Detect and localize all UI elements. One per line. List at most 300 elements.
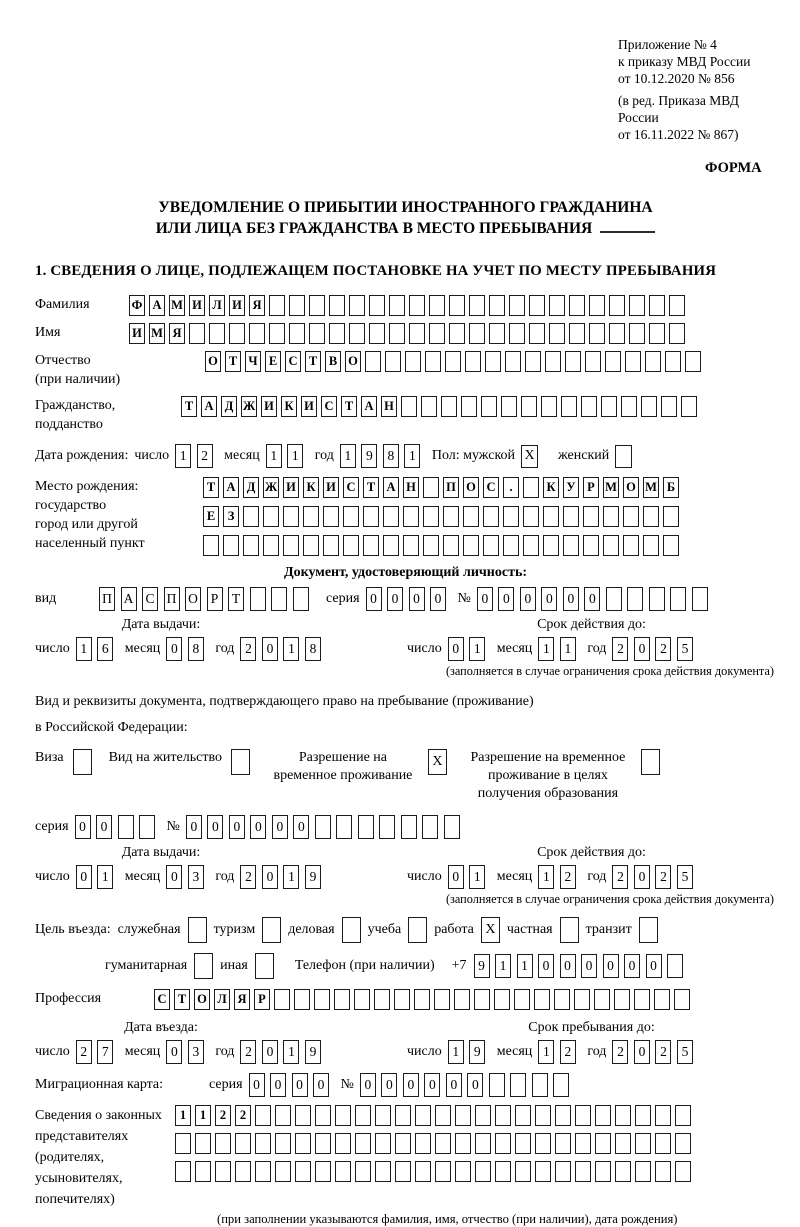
- cell[interactable]: А: [149, 295, 165, 316]
- cell[interactable]: О: [623, 477, 639, 498]
- cell[interactable]: [434, 989, 450, 1010]
- cell[interactable]: [422, 815, 438, 839]
- cell[interactable]: Т: [181, 396, 197, 417]
- cell[interactable]: 0: [262, 1040, 278, 1064]
- cell[interactable]: 2: [612, 637, 628, 661]
- cell[interactable]: [423, 535, 439, 556]
- cell[interactable]: 0: [498, 587, 514, 611]
- cell[interactable]: [635, 1105, 651, 1126]
- cell[interactable]: [295, 1133, 311, 1154]
- cell[interactable]: У: [563, 477, 579, 498]
- cell[interactable]: 1: [560, 637, 576, 661]
- cell[interactable]: [269, 295, 285, 316]
- cell[interactable]: [215, 1133, 231, 1154]
- cell[interactable]: [574, 989, 590, 1010]
- cell[interactable]: 0: [541, 587, 557, 611]
- cell[interactable]: [601, 396, 617, 417]
- cell[interactable]: Я: [249, 295, 265, 316]
- cell[interactable]: [335, 1161, 351, 1182]
- cell[interactable]: [669, 295, 685, 316]
- cell[interactable]: [369, 323, 385, 344]
- cell[interactable]: [532, 1073, 548, 1097]
- cell[interactable]: [139, 815, 155, 839]
- cell[interactable]: С: [142, 587, 158, 611]
- given-name-cells[interactable]: [129, 323, 689, 344]
- cell[interactable]: 0: [448, 865, 464, 889]
- phone-cells[interactable]: [474, 954, 689, 978]
- cell[interactable]: [385, 351, 401, 372]
- doc-expiry-year-cells[interactable]: [612, 637, 698, 661]
- cell[interactable]: [395, 1133, 411, 1154]
- cell[interactable]: 2: [560, 1040, 576, 1064]
- cell[interactable]: [483, 535, 499, 556]
- cell[interactable]: [263, 506, 279, 527]
- cell[interactable]: [425, 351, 441, 372]
- cell[interactable]: Т: [305, 351, 321, 372]
- cell[interactable]: [374, 989, 390, 1010]
- cell[interactable]: 0: [249, 1073, 265, 1097]
- profession-cells[interactable]: [154, 989, 694, 1010]
- doc-expiry-month-cells[interactable]: [538, 637, 581, 661]
- cell[interactable]: [369, 295, 385, 316]
- cell[interactable]: И: [189, 295, 205, 316]
- cell[interactable]: [323, 535, 339, 556]
- migration-series-cells[interactable]: [249, 1073, 335, 1097]
- cell[interactable]: 2: [240, 865, 256, 889]
- cell[interactable]: [515, 1161, 531, 1182]
- cell[interactable]: [336, 815, 352, 839]
- cell[interactable]: 0: [313, 1073, 329, 1097]
- cell[interactable]: 0: [538, 954, 554, 978]
- temp-permit-checkbox[interactable]: X: [428, 749, 447, 775]
- cell[interactable]: [255, 1161, 271, 1182]
- cell[interactable]: [415, 1133, 431, 1154]
- cell[interactable]: О: [185, 587, 201, 611]
- doc-expiry-day-cells[interactable]: [448, 637, 491, 661]
- cell[interactable]: 0: [207, 815, 223, 839]
- cell[interactable]: Д: [221, 396, 237, 417]
- cell[interactable]: [293, 587, 309, 611]
- cell[interactable]: [510, 1073, 526, 1097]
- cell[interactable]: [189, 323, 205, 344]
- cell[interactable]: О: [463, 477, 479, 498]
- birth-place-cells-3[interactable]: [203, 535, 683, 556]
- cell[interactable]: [403, 506, 419, 527]
- cell[interactable]: [449, 295, 465, 316]
- cell[interactable]: [461, 396, 477, 417]
- cell[interactable]: 0: [560, 954, 576, 978]
- cell[interactable]: [414, 989, 430, 1010]
- cell[interactable]: [455, 1133, 471, 1154]
- cell[interactable]: 0: [603, 954, 619, 978]
- cell[interactable]: [589, 295, 605, 316]
- cell[interactable]: [575, 1161, 591, 1182]
- cell[interactable]: [583, 506, 599, 527]
- cell[interactable]: Т: [341, 396, 357, 417]
- cell[interactable]: [335, 1133, 351, 1154]
- cell[interactable]: [554, 989, 570, 1010]
- birth-place-cells-2[interactable]: [203, 506, 683, 527]
- cell[interactable]: П: [99, 587, 115, 611]
- cell[interactable]: [670, 587, 686, 611]
- cell[interactable]: 2: [76, 1040, 92, 1064]
- cell[interactable]: [563, 535, 579, 556]
- cell[interactable]: [595, 1105, 611, 1126]
- cell[interactable]: 1: [266, 444, 282, 468]
- cell[interactable]: Е: [265, 351, 281, 372]
- cell[interactable]: [303, 506, 319, 527]
- cell[interactable]: П: [164, 587, 180, 611]
- cell[interactable]: 0: [272, 815, 288, 839]
- cell[interactable]: [395, 1105, 411, 1126]
- cell[interactable]: [605, 351, 621, 372]
- cell[interactable]: 2: [240, 637, 256, 661]
- cell[interactable]: [409, 323, 425, 344]
- cell[interactable]: [509, 295, 525, 316]
- cell[interactable]: Н: [403, 477, 419, 498]
- cell[interactable]: 5: [677, 865, 693, 889]
- stay-year-cells[interactable]: [612, 1040, 698, 1064]
- cell[interactable]: [585, 351, 601, 372]
- cell[interactable]: [529, 295, 545, 316]
- cell[interactable]: [423, 506, 439, 527]
- cell[interactable]: 1: [175, 444, 191, 468]
- cell[interactable]: [289, 295, 305, 316]
- cell[interactable]: [255, 1133, 271, 1154]
- cell[interactable]: Т: [363, 477, 379, 498]
- residence-issue-month-cells[interactable]: [166, 865, 209, 889]
- cell[interactable]: 0: [166, 865, 182, 889]
- cell[interactable]: 1: [97, 865, 113, 889]
- cell[interactable]: 9: [305, 865, 321, 889]
- cell[interactable]: [383, 506, 399, 527]
- cell[interactable]: [349, 295, 365, 316]
- cell[interactable]: Л: [209, 295, 225, 316]
- cell[interactable]: [379, 815, 395, 839]
- sex-male-checkbox[interactable]: X: [521, 445, 538, 468]
- cell[interactable]: [635, 1161, 651, 1182]
- cell[interactable]: [549, 323, 565, 344]
- cell[interactable]: [589, 323, 605, 344]
- cell[interactable]: 1: [287, 444, 303, 468]
- cell[interactable]: 0: [634, 1040, 650, 1064]
- cell[interactable]: Т: [203, 477, 219, 498]
- cell[interactable]: И: [229, 295, 245, 316]
- cell[interactable]: 5: [677, 637, 693, 661]
- visa-checkbox[interactable]: [73, 749, 92, 775]
- residence-expiry-day-cells[interactable]: [448, 865, 491, 889]
- cell[interactable]: 9: [305, 1040, 321, 1064]
- cell[interactable]: [421, 396, 437, 417]
- cell[interactable]: Ф: [129, 295, 145, 316]
- cell[interactable]: С: [285, 351, 301, 372]
- cell[interactable]: 1: [538, 865, 554, 889]
- cell[interactable]: [329, 323, 345, 344]
- cell[interactable]: [569, 295, 585, 316]
- cell[interactable]: 2: [655, 865, 671, 889]
- cell[interactable]: [474, 989, 490, 1010]
- cell[interactable]: М: [149, 323, 165, 344]
- cell[interactable]: Е: [203, 506, 219, 527]
- cell[interactable]: И: [323, 477, 339, 498]
- cell[interactable]: [615, 1105, 631, 1126]
- cell[interactable]: [515, 1133, 531, 1154]
- cell[interactable]: 9: [469, 1040, 485, 1064]
- guardians-cells-1[interactable]: [175, 1105, 695, 1126]
- cell[interactable]: [235, 1133, 251, 1154]
- cell[interactable]: [250, 587, 266, 611]
- cell[interactable]: 8: [383, 444, 399, 468]
- cell[interactable]: 0: [262, 637, 278, 661]
- cell[interactable]: 2: [235, 1105, 251, 1126]
- cell[interactable]: [243, 506, 259, 527]
- cell[interactable]: [403, 535, 419, 556]
- cell[interactable]: [271, 587, 287, 611]
- cell[interactable]: [575, 1105, 591, 1126]
- cell[interactable]: 1: [283, 865, 299, 889]
- cell[interactable]: [489, 1073, 505, 1097]
- cell[interactable]: 8: [188, 637, 204, 661]
- birth-month-cells[interactable]: [266, 444, 309, 468]
- cell[interactable]: [529, 323, 545, 344]
- cell[interactable]: [389, 295, 405, 316]
- cell[interactable]: 0: [250, 815, 266, 839]
- cell[interactable]: З: [223, 506, 239, 527]
- cell[interactable]: [329, 295, 345, 316]
- birth-year-cells[interactable]: [340, 444, 426, 468]
- cell[interactable]: [349, 323, 365, 344]
- cell[interactable]: [643, 535, 659, 556]
- cell[interactable]: 3: [188, 865, 204, 889]
- cell[interactable]: П: [443, 477, 459, 498]
- cell[interactable]: [355, 1133, 371, 1154]
- cell[interactable]: [505, 351, 521, 372]
- cell[interactable]: [409, 295, 425, 316]
- cell[interactable]: 0: [381, 1073, 397, 1097]
- cell[interactable]: [429, 295, 445, 316]
- cell[interactable]: А: [223, 477, 239, 498]
- cell[interactable]: [523, 535, 539, 556]
- cell[interactable]: 2: [655, 1040, 671, 1064]
- cell[interactable]: 1: [538, 637, 554, 661]
- cell[interactable]: 1: [538, 1040, 554, 1064]
- cell[interactable]: К: [281, 396, 297, 417]
- cell[interactable]: 0: [624, 954, 640, 978]
- cell[interactable]: 1: [76, 637, 92, 661]
- purpose-humanitarian-checkbox[interactable]: [194, 953, 213, 979]
- cell[interactable]: 0: [520, 587, 536, 611]
- cell[interactable]: [389, 323, 405, 344]
- cell[interactable]: [685, 351, 701, 372]
- cell[interactable]: 9: [361, 444, 377, 468]
- cell[interactable]: [454, 989, 470, 1010]
- cell[interactable]: [289, 323, 305, 344]
- doc-issue-day-cells[interactable]: [76, 637, 119, 661]
- cell[interactable]: [583, 535, 599, 556]
- cell[interactable]: Л: [214, 989, 230, 1010]
- cell[interactable]: 0: [166, 637, 182, 661]
- cell[interactable]: [549, 295, 565, 316]
- cell[interactable]: [525, 351, 541, 372]
- cell[interactable]: 2: [560, 865, 576, 889]
- cell[interactable]: 0: [270, 1073, 286, 1097]
- cell[interactable]: 1: [448, 1040, 464, 1064]
- cell[interactable]: [444, 815, 460, 839]
- cell[interactable]: [315, 1161, 331, 1182]
- cell[interactable]: [363, 506, 379, 527]
- cell[interactable]: [309, 295, 325, 316]
- cell[interactable]: [175, 1161, 191, 1182]
- cell[interactable]: [195, 1161, 211, 1182]
- cell[interactable]: [535, 1161, 551, 1182]
- cell[interactable]: [294, 989, 310, 1010]
- cell[interactable]: 1: [283, 637, 299, 661]
- cell[interactable]: [623, 535, 639, 556]
- cell[interactable]: [435, 1133, 451, 1154]
- cell[interactable]: [501, 396, 517, 417]
- cell[interactable]: [229, 323, 245, 344]
- cell[interactable]: 1: [404, 444, 420, 468]
- cell[interactable]: [675, 1161, 691, 1182]
- birth-day-cells[interactable]: [175, 444, 218, 468]
- cell[interactable]: [375, 1105, 391, 1126]
- doc-kind-cells[interactable]: [99, 587, 314, 611]
- cell[interactable]: Р: [254, 989, 270, 1010]
- cell[interactable]: [535, 1133, 551, 1154]
- cell[interactable]: [627, 587, 643, 611]
- doc-issue-month-cells[interactable]: [166, 637, 209, 661]
- cell[interactable]: [514, 989, 530, 1010]
- cell[interactable]: [275, 1133, 291, 1154]
- cell[interactable]: А: [121, 587, 137, 611]
- cell[interactable]: [655, 1161, 671, 1182]
- purpose-work-checkbox[interactable]: X: [481, 917, 500, 943]
- cell[interactable]: [665, 351, 681, 372]
- cell[interactable]: [375, 1133, 391, 1154]
- cell[interactable]: Р: [207, 587, 223, 611]
- cell[interactable]: 1: [469, 637, 485, 661]
- cell[interactable]: 2: [240, 1040, 256, 1064]
- cell[interactable]: .: [503, 477, 519, 498]
- cell[interactable]: С: [154, 989, 170, 1010]
- cell[interactable]: [314, 989, 330, 1010]
- entry-year-cells[interactable]: [240, 1040, 326, 1064]
- cell[interactable]: 0: [366, 587, 382, 611]
- cell[interactable]: [415, 1105, 431, 1126]
- cell[interactable]: К: [543, 477, 559, 498]
- cell[interactable]: [263, 535, 279, 556]
- cell[interactable]: [681, 396, 697, 417]
- birth-place-cells-1[interactable]: [203, 477, 683, 498]
- cell[interactable]: [503, 506, 519, 527]
- cell[interactable]: 1: [495, 954, 511, 978]
- cell[interactable]: [535, 1105, 551, 1126]
- cell[interactable]: [565, 351, 581, 372]
- cell[interactable]: [343, 535, 359, 556]
- cell[interactable]: Д: [243, 477, 259, 498]
- cell[interactable]: 2: [655, 637, 671, 661]
- cell[interactable]: [443, 535, 459, 556]
- cell[interactable]: [675, 1133, 691, 1154]
- cell[interactable]: [375, 1161, 391, 1182]
- cell[interactable]: Н: [381, 396, 397, 417]
- cell[interactable]: О: [194, 989, 210, 1010]
- cell[interactable]: [595, 1133, 611, 1154]
- cell[interactable]: [667, 954, 683, 978]
- cell[interactable]: 0: [477, 587, 493, 611]
- cell[interactable]: 0: [430, 587, 446, 611]
- cell[interactable]: [275, 1105, 291, 1126]
- cell[interactable]: С: [343, 477, 359, 498]
- cell[interactable]: [575, 1133, 591, 1154]
- cell[interactable]: [415, 1161, 431, 1182]
- entry-day-cells[interactable]: [76, 1040, 119, 1064]
- cell[interactable]: 0: [409, 587, 425, 611]
- cell[interactable]: [449, 323, 465, 344]
- cell[interactable]: [649, 295, 665, 316]
- cell[interactable]: [629, 295, 645, 316]
- cell[interactable]: [303, 535, 319, 556]
- cell[interactable]: 0: [646, 954, 662, 978]
- cell[interactable]: [553, 1073, 569, 1097]
- cell[interactable]: [215, 1161, 231, 1182]
- cell[interactable]: С: [321, 396, 337, 417]
- cell[interactable]: [463, 506, 479, 527]
- cell[interactable]: [603, 506, 619, 527]
- cell[interactable]: 2: [612, 1040, 628, 1064]
- cell[interactable]: Ж: [263, 477, 279, 498]
- cell[interactable]: [455, 1161, 471, 1182]
- cell[interactable]: [475, 1105, 491, 1126]
- cell[interactable]: [365, 351, 381, 372]
- cell[interactable]: [595, 1161, 611, 1182]
- doc-series-cells[interactable]: [366, 587, 452, 611]
- surname-cells[interactable]: [129, 295, 689, 316]
- cell[interactable]: Т: [225, 351, 241, 372]
- cell[interactable]: [621, 396, 637, 417]
- cell[interactable]: 1: [283, 1040, 299, 1064]
- cell[interactable]: [394, 989, 410, 1010]
- purpose-tourism-checkbox[interactable]: [262, 917, 281, 943]
- cell[interactable]: [315, 1133, 331, 1154]
- cell[interactable]: [269, 323, 285, 344]
- cell[interactable]: 0: [446, 1073, 462, 1097]
- cell[interactable]: И: [283, 477, 299, 498]
- cell[interactable]: [249, 323, 265, 344]
- cell[interactable]: [543, 535, 559, 556]
- cell[interactable]: А: [383, 477, 399, 498]
- cell[interactable]: [358, 815, 374, 839]
- cell[interactable]: [423, 477, 439, 498]
- cell[interactable]: [495, 1161, 511, 1182]
- cell[interactable]: 1: [195, 1105, 211, 1126]
- cell[interactable]: [515, 1105, 531, 1126]
- cell[interactable]: [663, 506, 679, 527]
- cell[interactable]: [203, 535, 219, 556]
- cell[interactable]: Я: [169, 323, 185, 344]
- cell[interactable]: [405, 351, 421, 372]
- cell[interactable]: [475, 1161, 491, 1182]
- cell[interactable]: [555, 1161, 571, 1182]
- cell[interactable]: Я: [234, 989, 250, 1010]
- cell[interactable]: [503, 535, 519, 556]
- cell[interactable]: [283, 506, 299, 527]
- cell[interactable]: 0: [96, 815, 112, 839]
- cell[interactable]: [475, 1133, 491, 1154]
- residence-series-cells[interactable]: [75, 815, 161, 839]
- doc-number-cells[interactable]: [477, 587, 714, 611]
- cell[interactable]: [469, 323, 485, 344]
